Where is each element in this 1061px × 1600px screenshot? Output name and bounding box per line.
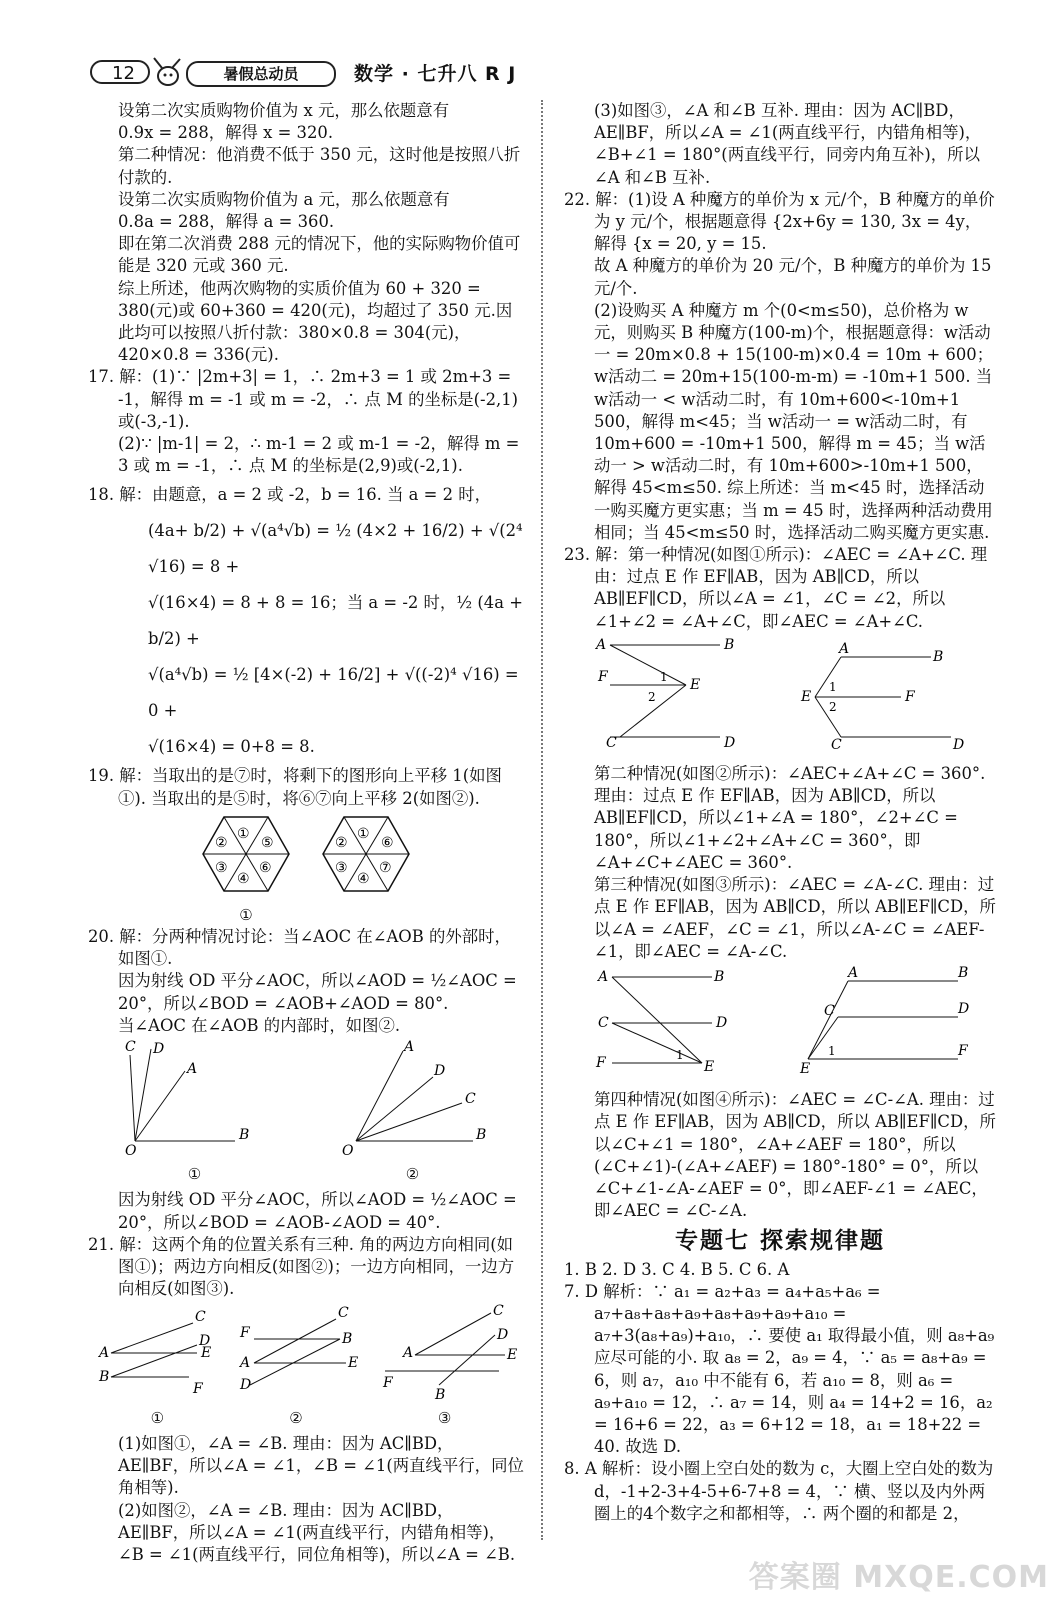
svg-text:D: D bbox=[952, 736, 964, 753]
text-line: 设第二次实质购物价值为 a 元，那么依题意有 bbox=[118, 189, 450, 209]
q21-figure-3 bbox=[375, 1302, 517, 1429]
text-line: 综上所述，他两次购物的实质价值为 60 + 320 = 380(元)或 60+360 = 420(元)，均超过了 350 元.因此均可以按照八折付款：380×0.8 = 304(元)，420×0.8 = 336(元). bbox=[118, 278, 513, 365]
hexagon-figure-1 bbox=[201, 814, 291, 900]
figure-caption: ② bbox=[405, 1165, 420, 1184]
hex-label: ⑥ bbox=[381, 834, 394, 851]
svg-text:C: C bbox=[824, 1002, 835, 1019]
svg-text:C: C bbox=[492, 1302, 504, 1319]
svg-text:A: A bbox=[838, 640, 849, 657]
svg-text:F: F bbox=[958, 1042, 968, 1059]
q23-case4: 第四种情况(如图④所示)：∠AEC = ∠C-∠A. 理由：过点 E 作 EF∥AB，因为 AB∥CD，所以 AB∥EF∥CD，所以∠C+∠1 = 180°，∠A+∠AEF = 180°，所以(∠C+∠1)-(∠A+∠AEF) = 180°-180° = 0°，所以∠C+∠1-∠A-∠AEF = 0°，即∠AEF-∠1 = ∠AEC，即∠AEC = ∠C-∠A. bbox=[594, 1090, 996, 1221]
q21-part1: (1)如图①，∠A = ∠B. 理由：因为 AC∥BD，AE∥BF，所以∠A = ∠1，∠B = ∠1(两直线平行，同位角相等). bbox=[118, 1433, 524, 1498]
hexagon-figure-2 bbox=[321, 814, 411, 900]
svg-text:A: A bbox=[848, 964, 859, 981]
q16-continued bbox=[88, 100, 524, 366]
q20-part1: 20. 解：分两种情况讨论：当∠AOC 在∠AOB 的外部时，如图①. bbox=[88, 927, 511, 969]
left-column bbox=[88, 100, 524, 1566]
hex-label: ③ bbox=[335, 859, 348, 876]
section-title: 专题七 探索规律题 bbox=[674, 1228, 885, 1255]
svg-text:F: F bbox=[193, 1380, 204, 1397]
svg-text:F: F bbox=[596, 1054, 606, 1071]
svg-text:C: C bbox=[605, 734, 617, 751]
svg-text:B: B bbox=[238, 1127, 249, 1144]
svg-text:A: A bbox=[595, 636, 606, 653]
svg-text:2: 2 bbox=[647, 689, 656, 704]
svg-text:D: D bbox=[433, 1063, 445, 1080]
svg-text:B: B bbox=[932, 648, 943, 665]
text-line: 设第二次实质购物价值为 x 元，那么依题意有 bbox=[118, 101, 450, 120]
column-divider bbox=[541, 100, 543, 1540]
text-line: (4a+ b/2) + √(a⁴√b) = ½ (4×2 + 16/2) + √(2⁴ √16) = 8 + bbox=[148, 521, 523, 577]
q23-figure-3 bbox=[592, 967, 742, 1085]
answer-list: 1. B 2. D 3. C 4. B 5. C 6. A bbox=[564, 1259, 790, 1279]
q18 bbox=[88, 477, 524, 765]
q23-figure-1 bbox=[590, 637, 750, 759]
svg-text:D: D bbox=[199, 1332, 211, 1349]
subject-title: 数学 · 七升八 R J bbox=[354, 63, 517, 85]
svg-text:B: B bbox=[434, 1386, 445, 1403]
q20-part2: 因为射线 OD 平分∠AOC，所以∠AOD = ½∠AOC = 20°，所以∠BOD = ∠AOB+∠AOD = 80°. bbox=[118, 971, 517, 1013]
svg-text:C: C bbox=[830, 736, 842, 753]
q17-part1: 17. 解：(1)∵ |2m+3| = 1，∴ 2m+3 = 1 或 2m+3 = -1，解得 m = -1 或 m = -2，∴ 点 M 的坐标是(-2,1)或(-3,-1). bbox=[88, 367, 519, 431]
q21-figure-2 bbox=[236, 1304, 359, 1429]
figure-caption: ③ bbox=[437, 1408, 452, 1427]
svg-text:C: C bbox=[464, 1091, 476, 1108]
svg-text:E: E bbox=[800, 1060, 811, 1077]
svg-text:E: E bbox=[201, 1344, 212, 1361]
svg-text:A: A bbox=[99, 1344, 110, 1361]
q8-explanation: 8. A 解析：设小圈上空白处的数为 c，大圈上空白处的数为 d，-1+2-3+4-5+6-7+8 = 4，∵ 横、竖以及内外两圈上的4个数字之和都相等，∴ 两个圈的和都是 2， bbox=[564, 1459, 994, 1523]
q23-figure-4 bbox=[798, 964, 970, 1085]
q23-case2: 第二种情况(如图②所示)：∠AEC+∠A+∠C = 360°. 理由：过点 E 作 EF∥AB，因为 AB∥CD，所以 AB∥EF∥CD，所以∠1+∠A = 180°，∠2+∠C = 180°，所以∠1+∠2+∠A+∠C = 360°，即∠A+∠C+∠AEC = 360°. bbox=[594, 764, 986, 872]
q23-case1: 23. 解：第一种情况(如图①所示)：∠AEC = ∠A+∠C. 理由：过点 E 作 EF∥AB，因为 AB∥CD，所以 AB∥EF∥CD，所以∠A = ∠1，∠C = ∠2，所以∠1+∠2 = ∠A+∠C，即∠AEC = ∠A+∠C. bbox=[564, 545, 988, 631]
q19: 19. 解：当取出的是⑦时，将剩下的图形向上平移 1(如图①). 当取出的是⑤时，将⑥⑦向上平移 2(如图②). bbox=[88, 766, 502, 808]
svg-text:D: D bbox=[496, 1326, 508, 1343]
q20-part4: 因为射线 OD 平分∠AOC，所以∠AOD = ½∠AOC = 20°，所以∠BOD = ∠AOB-∠AOD = 40°. bbox=[118, 1190, 517, 1232]
svg-text:C: C bbox=[598, 1014, 609, 1031]
q22-part1-answer: 故 A 种魔方的单价为 20 元/个，B 种魔方的单价为 15 元/个. bbox=[594, 256, 992, 298]
q17-part2: (2)∵ |m-1| = 2，∴ m-1 = 2 或 m-1 = -2，解得 m = 3 或 m = -1，∴ 点 M 的坐标是(2,9)或(-2,1). bbox=[118, 434, 520, 476]
q22-part2: (2)设购买 A 种魔方 m 个(0<m≤50)，总价格为 w 元，则购买 B 种魔方(100-m)个，根据题意得：w活动一 = 20m×0.8 + 15(100-m)×0.4 = 10m + 600；w活动二 = 20m+15(100-m-m) = -10m+1 500. 当 w活动一 < w活动二时，有 10m+600<-10m+1 500，解得 m<45；当 w活动一 = w活动二时，有 10m+600 = -10m+1 500，解得 m = 45；当 w活动一 > w活动二时，有 10m+600>-10m+1 500，解得 45<m≤50. 综上所述：当 m<45 时，选择活动一购买魔方更实惠；当 m = 45 时，选择两种活动费用相同；当 45<m≤50 时，选择活动二购买魔方更实惠. bbox=[594, 300, 994, 542]
svg-text:A: A bbox=[186, 1061, 197, 1078]
page-number: 12 bbox=[90, 60, 150, 84]
q23-figure-2 bbox=[801, 637, 971, 759]
hex-label: ③ bbox=[215, 859, 228, 876]
svg-text:1: 1 bbox=[676, 1047, 684, 1062]
svg-text:B: B bbox=[341, 1330, 353, 1347]
text-line: √(16×4) = 8 + 8 = 16；当 a = -2 时，½ (4a + b/2) + bbox=[148, 593, 523, 649]
svg-text:E: E bbox=[347, 1354, 359, 1371]
hex-label: ⑥ bbox=[259, 859, 272, 876]
q7-explanation: 7. D 解析：∵ a₁ = a₂+a₃ = a₄+a₅+a₆ = a₇+a₈+a₈+a₉+a₈+a₉+a₉+a₁₀ = a₇+3(a₈+a₉)+a₁₀，∴ 要使 a₁ 取得最小值，则 a₈+a₉ 应尽可能的小. 取 a₈ = 2，a₉ = 4，∵ a₅ = a₈+a₉ = 6，则 a₇，a₁₀ 中不能有 6，若 a₁₀ = 8，则 a₆ = a₉+a₁₀ = 12，∴ a₇ = 14，则 a₄ = 14+2 = 16，a₂ = 16+6 = 22，a₃ = 6+12 = 18，a₁ = 18+22 = 40. 故选 D. bbox=[564, 1281, 995, 1457]
text-line: 18. 解：由题意，a = 2 或 -2，b = 16. 当 a = 2 时， bbox=[88, 485, 492, 505]
hex-label: ② bbox=[335, 834, 348, 851]
svg-text:C: C bbox=[124, 1039, 136, 1056]
series-title: 暑假总动员 bbox=[186, 61, 336, 87]
hex-label: ② bbox=[215, 834, 228, 851]
svg-text:F: F bbox=[239, 1324, 250, 1341]
figure-caption: ① bbox=[187, 1165, 202, 1184]
q23-case3: 第三种情况(如图③所示)：∠AEC = ∠A-∠C. 理由：过点 E 作 EF∥AB，因为 AB∥CD，所以 AB∥EF∥CD，所以∠A = ∠AEF，∠C = ∠1，所以∠A-∠C = ∠AEF-∠1，即∠AEC = ∠A-∠C. bbox=[594, 875, 996, 961]
svg-text:B: B bbox=[958, 964, 969, 981]
figure-caption: ② bbox=[289, 1408, 303, 1427]
figure-caption: ① bbox=[150, 1408, 165, 1427]
svg-text:1: 1 bbox=[828, 1043, 836, 1058]
svg-text:O: O bbox=[341, 1143, 353, 1160]
right-column bbox=[564, 100, 996, 1525]
q21-figures bbox=[88, 1302, 524, 1429]
watermark: 答案圈 MXQE.COM bbox=[748, 1560, 1049, 1595]
svg-text:1: 1 bbox=[828, 679, 837, 694]
page-header bbox=[86, 56, 546, 90]
text-line: √(16×4) = 0+8 = 8. bbox=[148, 737, 315, 757]
figure-caption: ① bbox=[239, 905, 253, 924]
text-line: 第二种情况：他消费不低于 350 元，这时他是按照八折付款的. bbox=[118, 145, 521, 187]
svg-text:B: B bbox=[714, 968, 725, 985]
svg-text:E: E bbox=[800, 688, 811, 705]
svg-text:1: 1 bbox=[659, 669, 668, 684]
text-line: 0.8a = 288，解得 a = 360. bbox=[118, 212, 335, 232]
svg-text:E: E bbox=[506, 1346, 517, 1363]
text-line: √(a⁴√b) = ½ [4×(-2) + 16/2] + √((-2)⁴ √16) = 0 + bbox=[148, 665, 519, 721]
q21-part3: (3)如图③，∠A 和∠B 互补. 理由：因为 AC∥BD，AE∥BF，所以∠A = ∠1(两直线平行，内错角相等)，∠B+∠1 = 180°(两直线平行，同旁内角互补)，所以∠A 和∠B 互补. bbox=[594, 101, 982, 187]
svg-text:A: A bbox=[403, 1039, 414, 1056]
svg-text:D: D bbox=[716, 1014, 728, 1031]
svg-text:C: C bbox=[195, 1308, 207, 1325]
svg-text:A: A bbox=[402, 1344, 413, 1361]
svg-text:B: B bbox=[475, 1127, 486, 1144]
mascot-icon bbox=[146, 56, 186, 88]
svg-text:A: A bbox=[239, 1354, 251, 1371]
svg-text:D: D bbox=[239, 1376, 252, 1393]
q22-part1: 22. 解：(1)设 A 种魔方的单价为 x 元/个，B 种魔方的单价为 y 元/个，根据题意得 {2x+6y = 130, 3x = 4y，解得 {x = 20, y = 15. bbox=[564, 189, 995, 254]
svg-text:C: C bbox=[337, 1304, 349, 1321]
svg-text:A: A bbox=[598, 968, 609, 985]
q20-part3: 当∠AOC 在∠AOB 的内部时，如图②. bbox=[118, 1015, 401, 1035]
q23-figures-34 bbox=[564, 964, 996, 1085]
q21-intro: 21. 解：这两个角的位置关系有三种. 角的两边方向相同(如图①)；两边方向相反(如图②)；一边方向相同，一边方向相反(如图③). bbox=[88, 1234, 515, 1299]
svg-text:E: E bbox=[704, 1058, 715, 1075]
q23-figures-12 bbox=[564, 637, 996, 759]
angle-figures bbox=[88, 1041, 524, 1185]
svg-text:F: F bbox=[382, 1374, 393, 1391]
text-line: 0.9x = 288，解得 x = 320. bbox=[118, 123, 334, 143]
hex-label: ⑦ bbox=[379, 859, 392, 876]
angle-figure-1 bbox=[125, 1041, 265, 1185]
svg-text:2: 2 bbox=[828, 699, 837, 714]
hex-label: ④ bbox=[237, 870, 250, 887]
hex-label: ④ bbox=[357, 870, 370, 887]
svg-text:E: E bbox=[689, 676, 700, 693]
angle-figure-2 bbox=[338, 1041, 488, 1185]
svg-text:D: D bbox=[152, 1041, 164, 1058]
svg-text:F: F bbox=[597, 668, 608, 685]
svg-text:F: F bbox=[904, 688, 915, 705]
text-line: 即在第二次消费 288 元的情况下，他的实际购物价值可能是 320 元或 360 元. bbox=[118, 234, 521, 276]
svg-text:B: B bbox=[723, 636, 734, 653]
hexagon-figures bbox=[88, 814, 524, 900]
q21-part2: (2)如图②，∠A = ∠B. 理由：因为 AC∥BD，AE∥BF，所以∠A = ∠1(两直线平行，内错角相等)，∠B = ∠1(两直线平行，同位角相等)，所以∠A = ∠B. bbox=[118, 1500, 516, 1564]
svg-text:O: O bbox=[124, 1143, 136, 1160]
svg-text:D: D bbox=[723, 734, 735, 751]
svg-text:D: D bbox=[958, 1000, 970, 1017]
hex-label: ⑤ bbox=[261, 834, 274, 851]
svg-text:B: B bbox=[99, 1368, 110, 1385]
hex-label: ① bbox=[237, 825, 250, 842]
q21-figure-1 bbox=[97, 1305, 217, 1429]
hex-label: ① bbox=[357, 825, 370, 842]
